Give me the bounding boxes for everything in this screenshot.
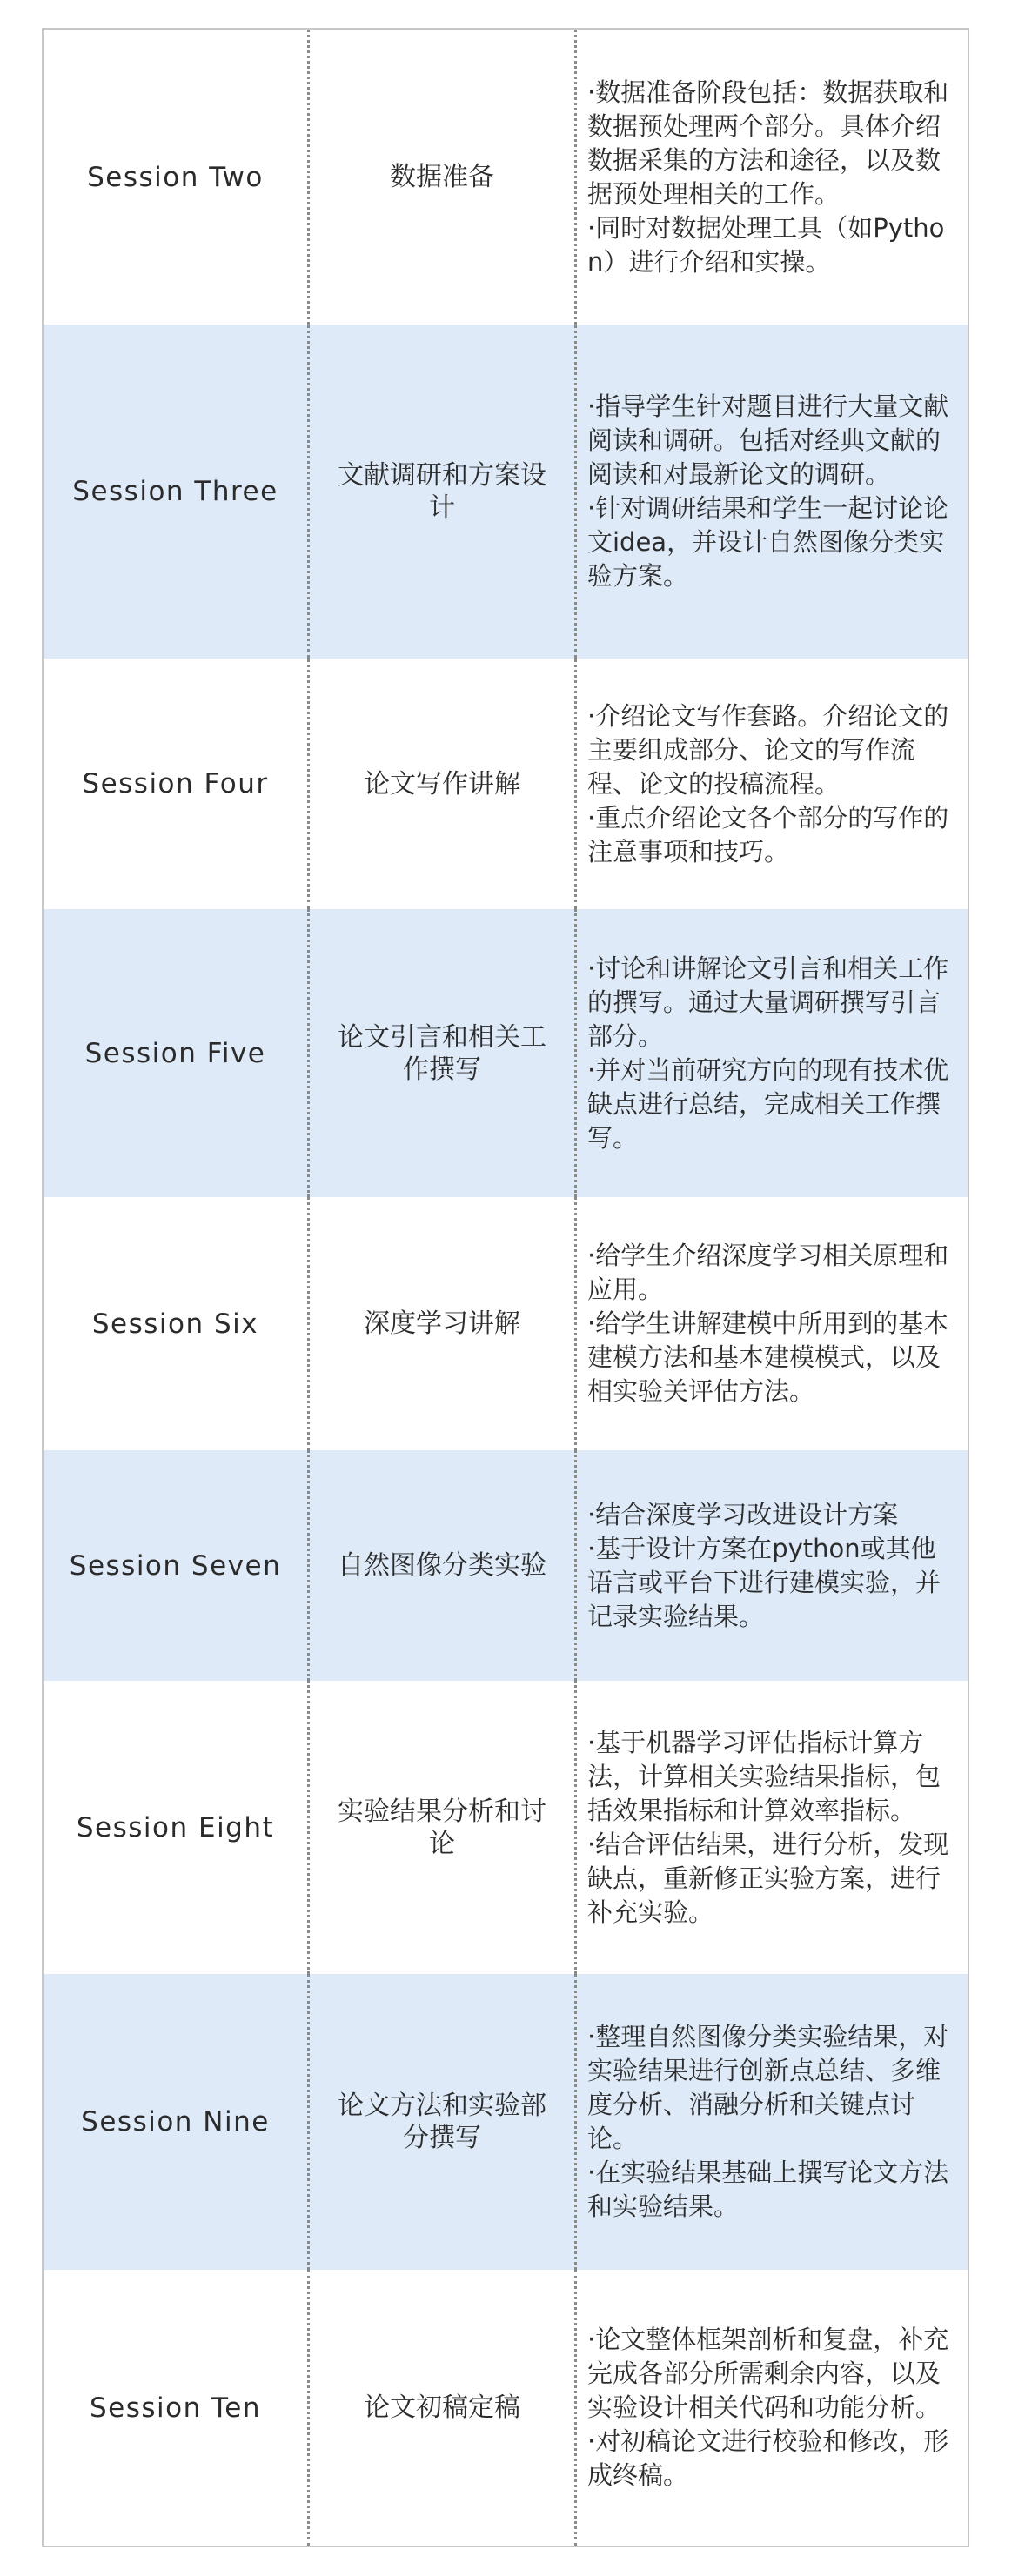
- detail-text: [587, 1239, 955, 1408]
- topic-cell: [310, 1450, 577, 1681]
- session-label: Session Five: [84, 1037, 266, 1069]
- session-cell: [44, 1197, 310, 1450]
- detail-item: ·结合深度学习改进设计方案: [587, 1499, 899, 1529]
- detail-text: [587, 390, 955, 593]
- detail-text: [587, 2020, 955, 2224]
- detail-cell: [577, 1681, 968, 1974]
- session-cell: [44, 659, 310, 909]
- detail-item: ·给学生介绍深度学习相关原理和应用。: [587, 1241, 949, 1304]
- detail-text: [587, 952, 955, 1155]
- session-label: Session Two: [87, 161, 264, 193]
- topic-label: 论文方法和实验部分撰写: [338, 2091, 546, 2153]
- detail-item: ·基于设计方案在python或其他语言或平台下进行建模实验，并记录实验结果。: [587, 1533, 941, 1631]
- detail-item: ·介绍论文写作套路。介绍论文的主要组成部分、论文的写作流程、论文的投稿流程。: [587, 700, 949, 799]
- detail-text: [587, 2323, 955, 2492]
- detail-item: ·重点介绍论文各个部分的写作的注意事项和技巧。: [587, 802, 949, 866]
- table-row: [44, 1197, 968, 1450]
- detail-item: ·讨论和讲解论文引言和相关工作的撰写。通过大量调研撰写引言部分。: [587, 953, 949, 1051]
- session-label: Session Six: [91, 1308, 259, 1340]
- detail-item: ·针对调研结果和学生一起讨论论文idea，并设计自然图像分类实验方案。: [587, 493, 949, 591]
- table-row: [44, 1974, 968, 2270]
- session-label: Session Ten: [89, 2392, 262, 2424]
- table-row: [44, 30, 968, 325]
- topic-label: 数据准备: [390, 162, 494, 192]
- topic-label: 论文初稿定稿: [364, 2392, 520, 2423]
- detail-cell: [577, 2270, 968, 2546]
- schedule-table: [42, 28, 969, 2547]
- topic-cell: [310, 1974, 577, 2270]
- detail-item: ·同时对数据处理工具（如Python）进行介绍和实操。: [587, 212, 945, 277]
- detail-item: ·指导学生针对题目进行大量文献阅读和调研。包括对经典文献的阅读和对最新论文的调研。: [587, 391, 949, 489]
- topic-label: 实验结果分析和讨论: [338, 1796, 546, 1859]
- topic-cell: [310, 1681, 577, 1974]
- detail-item: ·基于机器学习评估指标计算方法，计算相关实验结果指标，包括效果指标和计算效率指标。: [587, 1727, 941, 1825]
- detail-item: ·给学生讲解建模中所用到的基本建模方法和基本建模模式，以及相实验关评估方法。: [587, 1308, 949, 1406]
- session-cell: [44, 30, 310, 325]
- detail-cell: [577, 1974, 968, 2270]
- session-cell: [44, 1681, 310, 1974]
- detail-text: [587, 1498, 955, 1634]
- detail-item: ·结合评估结果，进行分析，发现缺点，重新修正实验方案，进行补充实验。: [587, 1829, 949, 1927]
- table-row: [44, 659, 968, 909]
- table-row: [44, 2270, 968, 2546]
- session-label: Session Nine: [81, 2106, 270, 2138]
- table-row: [44, 909, 968, 1197]
- session-label: Session Eight: [76, 1811, 275, 1843]
- topic-label: 深度学习讲解: [364, 1308, 520, 1339]
- table-row: [44, 1681, 968, 1974]
- session-label: Session Three: [72, 476, 278, 507]
- detail-item: ·并对当前研究方向的现有技术优缺点进行总结，完成相关工作撰写。: [587, 1054, 949, 1153]
- topic-cell: [310, 1197, 577, 1450]
- topic-label: 论文引言和相关工作撰写: [338, 1021, 546, 1085]
- session-cell: [44, 909, 310, 1197]
- detail-cell: [577, 1450, 968, 1681]
- detail-item: ·对初稿论文进行校验和修改，形成终稿。: [587, 2426, 949, 2490]
- detail-cell: [577, 30, 968, 325]
- topic-label: 论文写作讲解: [364, 768, 520, 800]
- table-row: [44, 325, 968, 659]
- session-cell: [44, 1974, 310, 2270]
- topic-cell: [310, 30, 577, 325]
- detail-item: ·在实验结果基础上撰写论文方法和实验结果。: [587, 2158, 949, 2221]
- session-cell: [44, 325, 310, 659]
- session-cell: [44, 2270, 310, 2546]
- detail-cell: [577, 325, 968, 659]
- detail-cell: [577, 659, 968, 909]
- detail-text: [587, 699, 955, 869]
- session-label: Session Seven: [69, 1549, 282, 1582]
- detail-cell: [577, 909, 968, 1197]
- detail-cell: [577, 1197, 968, 1450]
- topic-cell: [310, 909, 577, 1197]
- detail-text: [587, 76, 955, 279]
- detail-item: ·论文整体框架剖析和复盘，补充完成各部分所需剩余内容，以及实验设计相关代码和功能分析。: [587, 2325, 949, 2422]
- topic-label: 文献调研和方案设计: [338, 460, 546, 523]
- detail-text: [587, 1726, 955, 1930]
- detail-item: ·数据准备阶段包括：数据获取和数据预处理两个部分。具体介绍数据采集的方法和途径，以及数据预处理相关的工作。: [587, 77, 949, 209]
- topic-cell: [310, 2270, 577, 2546]
- topic-label: 自然图像分类实验: [338, 1550, 546, 1581]
- session-label: Session Four: [82, 768, 269, 800]
- session-cell: [44, 1450, 310, 1681]
- detail-item: ·整理自然图像分类实验结果，对实验结果进行创新点总结、多维度分析、消融分析和关键点讨论。: [587, 2022, 949, 2153]
- table-row: [44, 1450, 968, 1681]
- topic-cell: [310, 659, 577, 909]
- topic-cell: [310, 325, 577, 659]
